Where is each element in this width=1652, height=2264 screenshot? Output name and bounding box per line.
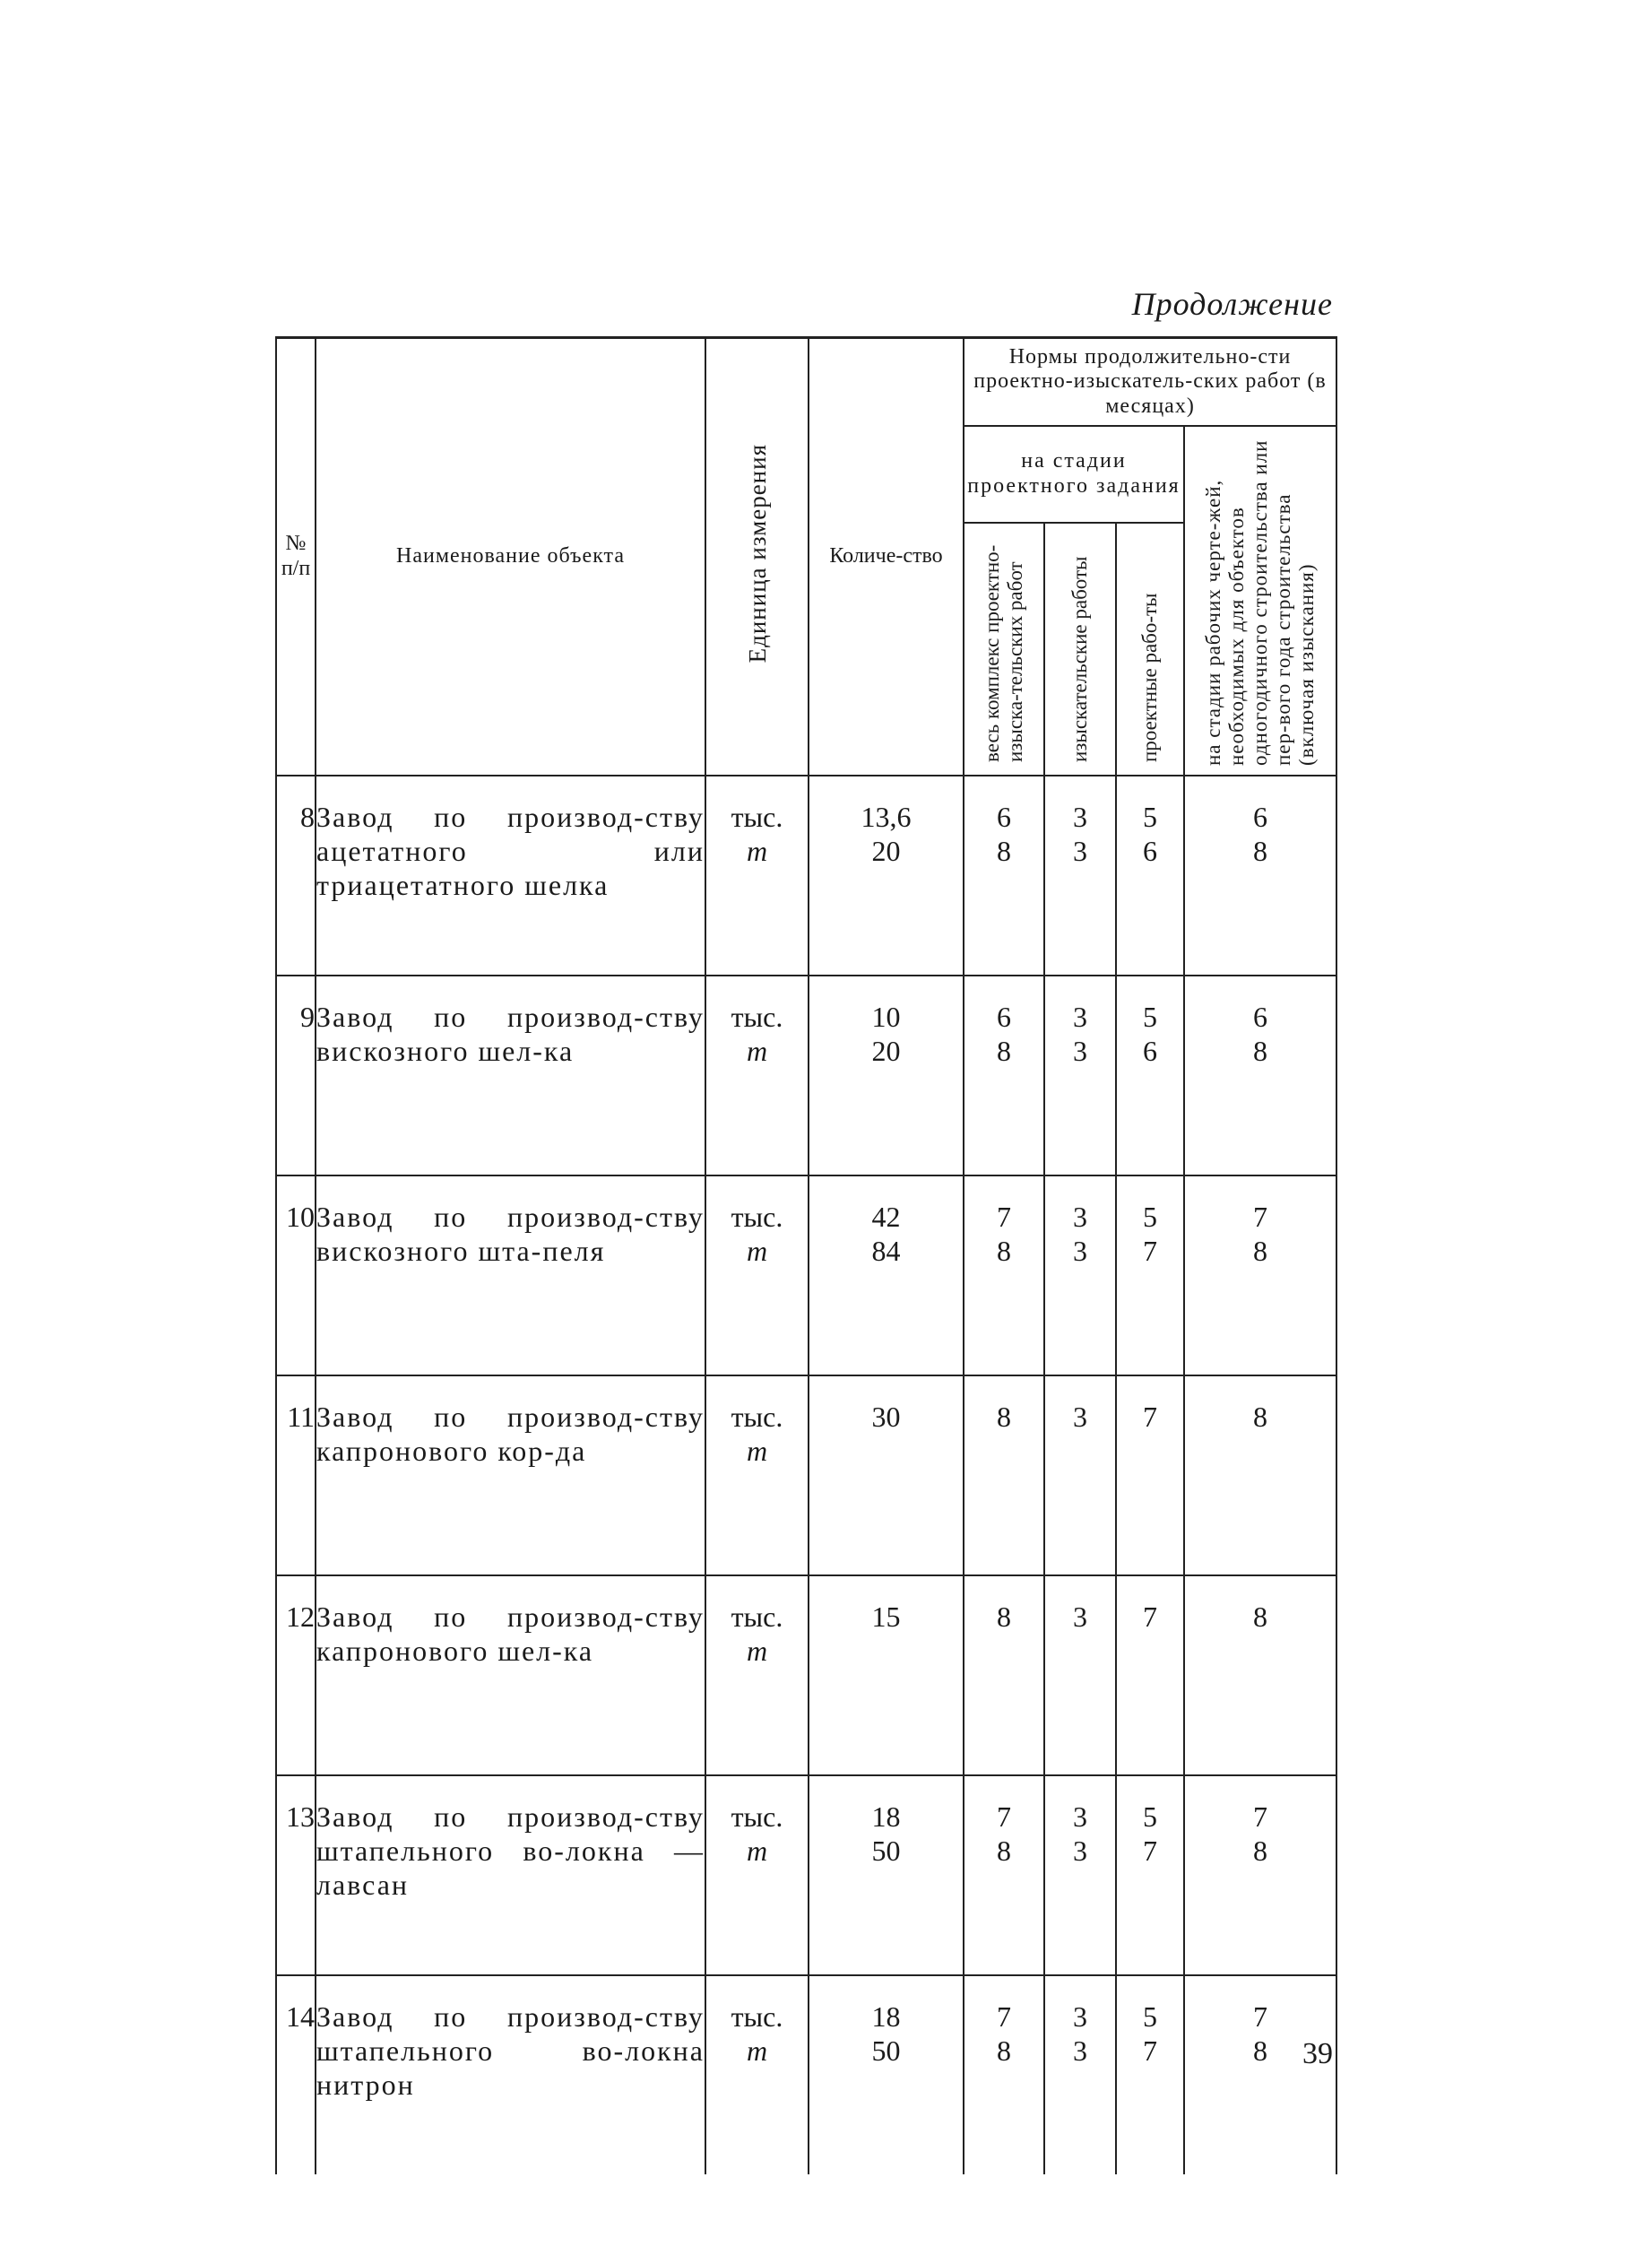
row-all-works-value: 7 <box>997 1800 1011 1833</box>
row-design-works-value: 5 <box>1143 801 1157 833</box>
row-all-works-value: 8 <box>997 2034 1011 2067</box>
row-all-works <box>964 976 1044 1175</box>
row-design-works <box>1116 1975 1184 2174</box>
row-quantity <box>809 1575 964 1775</box>
row-working-drawings <box>1184 1175 1336 1375</box>
table-row <box>276 1775 1336 1975</box>
row-quantity <box>809 776 964 976</box>
header-all-works <box>964 523 1044 776</box>
row-working-drawings <box>1184 1575 1336 1775</box>
row-quantity-value: 10 <box>871 1001 901 1033</box>
row-survey-works-value: 3 <box>1073 835 1087 867</box>
row-working-drawings-value: 8 <box>1253 1600 1267 1633</box>
row-working-drawings <box>1184 776 1336 976</box>
row-unit-top: тыс. <box>731 1800 783 1833</box>
row-unit-top: тыс. <box>731 1600 783 1633</box>
row-number: 14 <box>276 1975 316 2174</box>
row-unit-bottom: т <box>746 835 768 867</box>
row-working-drawings-value: 8 <box>1253 1035 1267 1067</box>
row-working-drawings-value: 8 <box>1253 1835 1267 1867</box>
row-design-works <box>1116 1175 1184 1375</box>
row-quantity-value: 20 <box>871 835 901 867</box>
row-all-works-value: 6 <box>997 1001 1011 1033</box>
header-design-works <box>1116 523 1184 776</box>
row-quantity-value: 15 <box>871 1600 901 1633</box>
row-unit <box>705 776 809 976</box>
row-unit <box>705 1975 809 2174</box>
row-design-works-value: 6 <box>1143 1035 1157 1067</box>
row-working-drawings-value: 6 <box>1253 1001 1267 1033</box>
header-survey-works-label: изыскательские работы <box>1068 556 1091 763</box>
row-all-works <box>964 1575 1044 1775</box>
row-quantity-value: 42 <box>871 1201 901 1233</box>
row-survey-works <box>1044 1775 1116 1975</box>
row-unit-bottom: т <box>746 2034 768 2067</box>
row-unit-bottom: т <box>746 1835 768 1867</box>
row-all-works-value: 7 <box>997 2000 1011 2033</box>
row-quantity-value: 50 <box>871 2034 901 2067</box>
row-unit-top: тыс. <box>731 801 783 833</box>
row-survey-works-value: 3 <box>1073 1600 1087 1633</box>
row-design-works <box>1116 976 1184 1175</box>
table-row <box>276 1575 1336 1775</box>
row-survey-works <box>1044 776 1116 976</box>
row-design-works-value: 5 <box>1143 2000 1157 2033</box>
row-unit-top: тыс. <box>731 1201 783 1233</box>
row-design-works <box>1116 1375 1184 1575</box>
row-working-drawings-value: 8 <box>1253 1401 1267 1433</box>
row-all-works-value: 8 <box>997 1035 1011 1067</box>
row-quantity-value: 18 <box>871 2000 901 2033</box>
row-working-drawings <box>1184 1975 1336 2174</box>
row-working-drawings-value: 7 <box>1253 1201 1267 1233</box>
header-name: Наименование объекта <box>316 338 705 776</box>
row-object-name: Завод по производ-ству штапельного во-локна — лавсан <box>316 1775 705 1975</box>
row-quantity-value: 84 <box>871 1235 901 1267</box>
row-design-works <box>1116 1575 1184 1775</box>
row-all-works-value: 8 <box>997 1401 1011 1433</box>
row-quantity-value: 30 <box>871 1401 901 1433</box>
row-all-works-value: 8 <box>997 1235 1011 1267</box>
row-object-name: Завод по производ-ству капронового шел-ка <box>316 1575 705 1775</box>
header-working-drawings-label: на стадии рабочих черте-жей, необходимых для объектов одногодичного строительства или пер-вого года строительства (включая изыскания) <box>1202 439 1318 766</box>
row-working-drawings <box>1184 1775 1336 1975</box>
row-design-works-value: 7 <box>1143 1401 1157 1433</box>
row-working-drawings-value: 8 <box>1253 2034 1267 2067</box>
row-survey-works-value: 3 <box>1073 1001 1087 1033</box>
row-object-name: Завод по производ-ству ацетатного или триацетатного шелка <box>316 776 705 976</box>
row-all-works-value: 6 <box>997 801 1011 833</box>
row-survey-works-value: 3 <box>1073 1835 1087 1867</box>
row-design-works <box>1116 776 1184 976</box>
row-survey-works <box>1044 1175 1116 1375</box>
row-quantity <box>809 1775 964 1975</box>
row-all-works-value: 7 <box>997 1201 1011 1233</box>
row-design-works-value: 7 <box>1143 1600 1157 1633</box>
row-quantity-value: 13,6 <box>861 801 912 833</box>
row-design-works-value: 7 <box>1143 1235 1157 1267</box>
row-design-works-value: 7 <box>1143 1835 1157 1867</box>
row-unit-top: тыс. <box>731 1001 783 1033</box>
header-all-works-label: весь комплекс проектно-изыска-тельских работ <box>981 544 1026 763</box>
header-unit <box>705 338 809 776</box>
row-unit <box>705 1775 809 1975</box>
table-row <box>276 1975 1336 2174</box>
row-all-works <box>964 1375 1044 1575</box>
row-object-name: Завод по производ-ству капронового кор-да <box>316 1375 705 1575</box>
row-working-drawings-value: 8 <box>1253 835 1267 867</box>
continuation-label: Продолжение <box>1131 286 1333 322</box>
row-number: 8 <box>276 776 316 976</box>
row-survey-works-value: 3 <box>1073 2034 1087 2067</box>
row-unit-bottom: т <box>746 1035 768 1067</box>
table-row <box>276 1375 1336 1575</box>
row-unit-top: тыс. <box>731 1401 783 1433</box>
header-survey-works <box>1044 523 1116 776</box>
row-unit <box>705 976 809 1175</box>
row-quantity <box>809 1975 964 2174</box>
page-number: 39 <box>1302 2037 1333 2070</box>
row-unit-top: тыс. <box>731 2000 783 2033</box>
row-object-name: Завод по производ-ству вискозного шта-пеля <box>316 1175 705 1375</box>
row-all-works <box>964 1775 1044 1975</box>
row-quantity-value: 18 <box>871 1800 901 1833</box>
row-all-works <box>964 776 1044 976</box>
row-survey-works-value: 3 <box>1073 1235 1087 1267</box>
table-row <box>276 776 1336 976</box>
row-survey-works-value: 3 <box>1073 1401 1087 1433</box>
row-survey-works <box>1044 1975 1116 2174</box>
row-number: 13 <box>276 1775 316 1975</box>
row-survey-works <box>1044 976 1116 1175</box>
header-design-stage: на стадии проектного задания <box>964 426 1184 523</box>
row-quantity <box>809 1375 964 1575</box>
row-quantity-value: 20 <box>871 1035 901 1067</box>
table-row <box>276 976 1336 1175</box>
row-design-works <box>1116 1775 1184 1975</box>
row-unit <box>705 1175 809 1375</box>
norms-table <box>275 336 1337 2174</box>
row-object-name: Завод по производ-ству вискозного шел-ка <box>316 976 705 1175</box>
row-unit <box>705 1575 809 1775</box>
row-design-works-value: 7 <box>1143 2034 1157 2067</box>
header-design-works-label: проектные рабо-ты <box>1138 593 1161 763</box>
row-unit-bottom: т <box>746 1435 768 1467</box>
header-norms: Нормы продолжительно-сти проектно-изыскатель-ских работ (в месяцах) <box>964 338 1336 427</box>
row-working-drawings-value: 7 <box>1253 2000 1267 2033</box>
row-working-drawings-value: 8 <box>1253 1235 1267 1267</box>
row-survey-works <box>1044 1375 1116 1575</box>
row-all-works-value: 8 <box>997 1600 1011 1633</box>
row-unit-bottom: т <box>746 1635 768 1667</box>
row-number: 11 <box>276 1375 316 1575</box>
header-number: № п/п <box>276 338 316 776</box>
row-design-works-value: 5 <box>1143 1001 1157 1033</box>
row-design-works-value: 5 <box>1143 1201 1157 1233</box>
row-quantity-value: 50 <box>871 1835 901 1867</box>
row-unit-bottom: т <box>746 1235 768 1267</box>
header-quantity: Количе-ство <box>809 338 964 776</box>
row-number: 9 <box>276 976 316 1175</box>
header-working-drawings <box>1184 426 1336 776</box>
row-number: 12 <box>276 1575 316 1775</box>
row-survey-works-value: 3 <box>1073 1800 1087 1833</box>
row-survey-works-value: 3 <box>1073 1201 1087 1233</box>
row-survey-works-value: 3 <box>1073 2000 1087 2033</box>
row-survey-works-value: 3 <box>1073 801 1087 833</box>
row-design-works-value: 5 <box>1143 1800 1157 1833</box>
row-all-works-value: 8 <box>997 1835 1011 1867</box>
row-all-works-value: 8 <box>997 835 1011 867</box>
table-row <box>276 1175 1336 1375</box>
row-number: 10 <box>276 1175 316 1375</box>
row-survey-works <box>1044 1575 1116 1775</box>
row-object-name: Завод по производ-ству штапельного во-локна нитрон <box>316 1975 705 2174</box>
row-quantity <box>809 976 964 1175</box>
row-all-works <box>964 1175 1044 1375</box>
row-unit <box>705 1375 809 1575</box>
row-quantity <box>809 1175 964 1375</box>
row-survey-works-value: 3 <box>1073 1035 1087 1067</box>
row-working-drawings <box>1184 1375 1336 1575</box>
row-design-works-value: 6 <box>1143 835 1157 867</box>
header-unit-label: Единица измерения <box>743 444 771 664</box>
row-working-drawings-value: 7 <box>1253 1800 1267 1833</box>
row-all-works <box>964 1975 1044 2174</box>
row-working-drawings-value: 6 <box>1253 801 1267 833</box>
row-working-drawings <box>1184 976 1336 1175</box>
